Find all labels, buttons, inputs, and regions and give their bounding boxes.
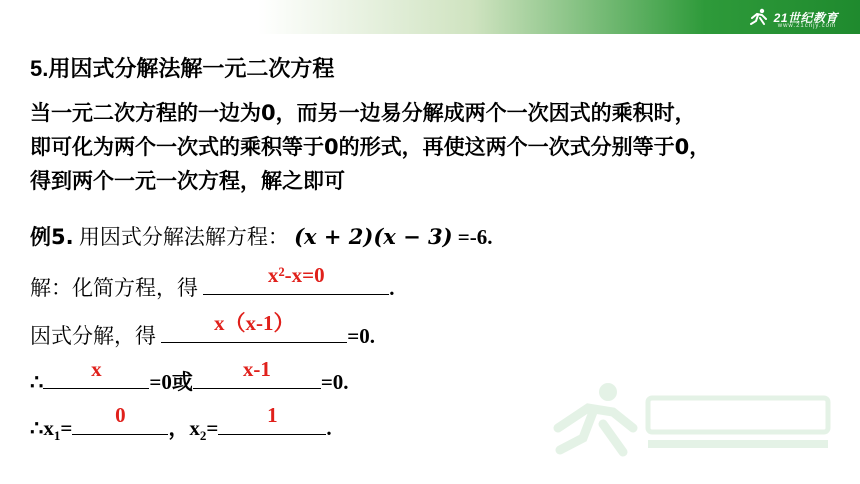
- subscript: 1: [53, 428, 61, 444]
- answer-text: x（x-1）: [214, 311, 295, 335]
- subscript: 2: [199, 428, 207, 444]
- step-suffix: =0.: [320, 370, 349, 394]
- example-label: 例5.: [30, 225, 74, 249]
- answer-text: 1: [267, 403, 278, 427]
- answer-text: x²-x=0: [267, 263, 325, 287]
- example-equation: (x + 2)(x − 3): [294, 224, 453, 249]
- answer-blank: [218, 403, 326, 435]
- explanation-paragraph: [30, 96, 840, 198]
- example-line: [30, 220, 493, 254]
- step-simplify: [30, 263, 395, 302]
- answer-blank: [203, 263, 389, 295]
- header-bar: [0, 0, 860, 34]
- step-label: 因式分解，得: [30, 324, 156, 348]
- answer-blank: [193, 357, 321, 389]
- answer-blank: [43, 357, 149, 389]
- equals: =: [206, 416, 219, 440]
- watermark-logo: [548, 378, 838, 458]
- paragraph-line: 得到两个一元一次方程，解之即可: [30, 169, 345, 193]
- therefore-symbol: ∴: [30, 370, 44, 394]
- roots-x1-label: ∴x: [30, 416, 54, 440]
- example-rhs: =-6.: [457, 225, 493, 249]
- section-heading: 5.用因式分解法解一元二次方程: [30, 56, 335, 81]
- logo-url: www.21cnjy.com: [777, 23, 836, 29]
- step-split: [30, 357, 349, 396]
- step-label: 解：化简方程，得: [30, 276, 198, 300]
- logo-text: 21世纪教育: [773, 10, 838, 25]
- runner-icon: [748, 8, 770, 26]
- answer-text: x: [91, 357, 102, 381]
- step-suffix: =0.: [347, 324, 375, 348]
- step-roots: [30, 403, 332, 444]
- equals: =: [60, 416, 73, 440]
- answer-text: 0: [115, 403, 126, 427]
- step-suffix: .: [389, 276, 395, 300]
- paragraph-line: 当一元二次方程的一边为0，而另一边易分解成两个一次因式的乘积时，: [30, 101, 696, 125]
- roots-x2-label: ，x: [168, 416, 200, 440]
- step-suffix: .: [326, 416, 332, 440]
- step-factor: [30, 311, 375, 350]
- answer-blank: [72, 403, 168, 435]
- step-mid: =0或: [149, 370, 193, 394]
- paragraph-line: 即可化为两个一次式的乘积等于0的形式，再使这两个一次式分别等于0，: [30, 135, 711, 159]
- answer-text: x-1: [242, 357, 271, 381]
- example-text: 用因式分解法解方程：: [78, 225, 289, 249]
- answer-blank: [161, 311, 347, 343]
